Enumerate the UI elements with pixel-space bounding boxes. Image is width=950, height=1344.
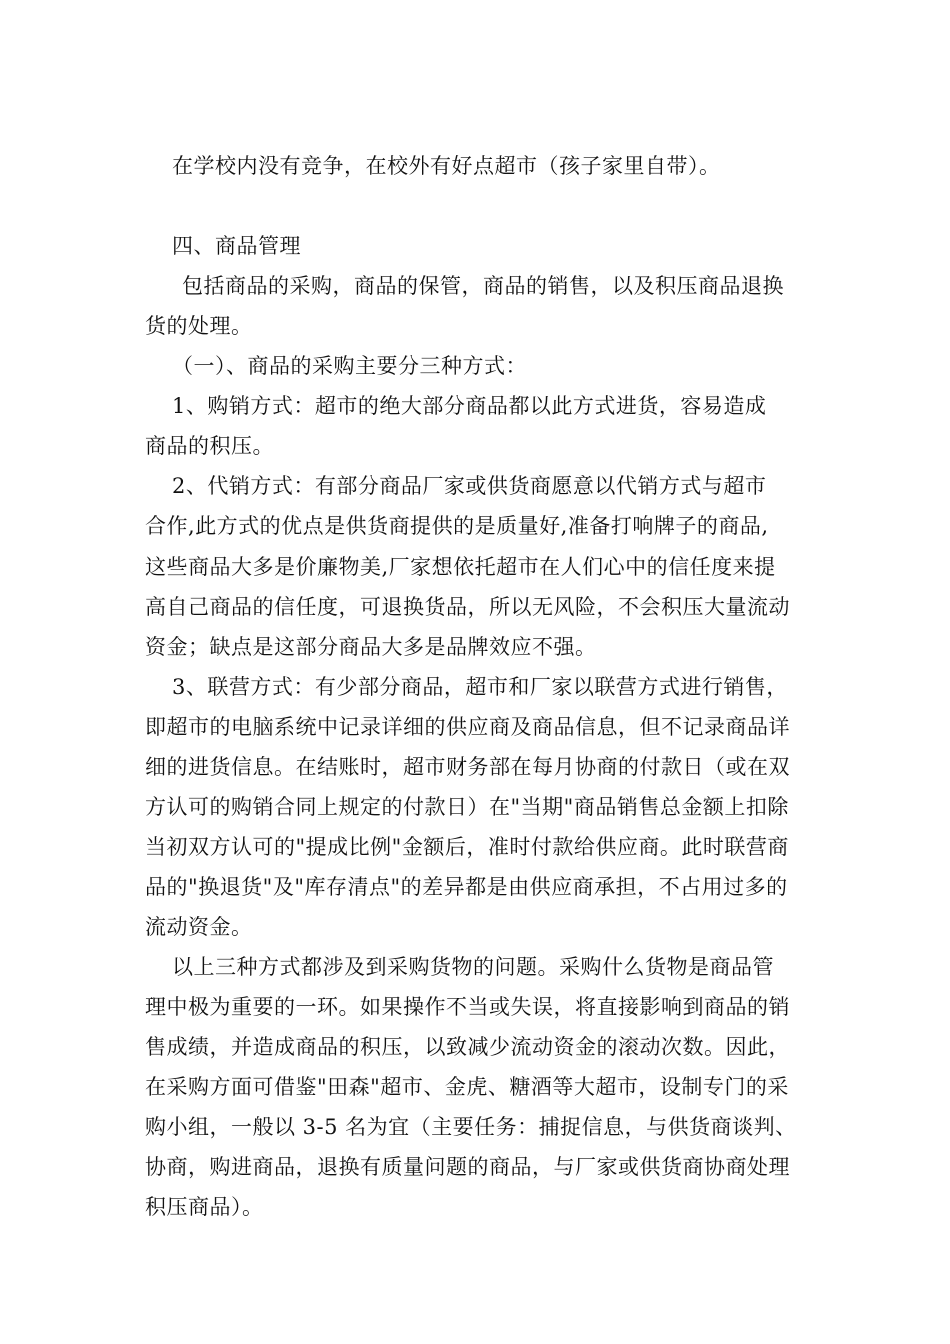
- text-line: 3、联营方式：有少部分商品，超市和厂家以联营方式进行销售，: [172, 675, 788, 699]
- text-line: 购小组，一般以 3-5 名为宜（主要任务：捕捉信息，与供货商谈判、: [145, 1115, 797, 1139]
- text-line: 即超市的电脑系统中记录详细的供应商及商品信息，但不记录商品详: [145, 715, 790, 739]
- text-line: 商品的积压。: [145, 434, 274, 458]
- text-line: 流动资金。: [145, 915, 253, 939]
- text-line: 货的处理。: [145, 314, 253, 338]
- section-heading: 四、商品管理: [172, 234, 301, 258]
- text-line: 资金；缺点是这部分商品大多是品牌效应不强。: [145, 635, 597, 659]
- text-line: 在学校内没有竞争，在校外有好点超市（孩子家里自带）。: [172, 154, 721, 178]
- text-line: 协商，购进商品，退换有质量问题的商品，与厂家或供货商协商处理: [145, 1155, 790, 1179]
- text-line: 包括商品的采购，商品的保管，商品的销售，以及积压商品退换: [182, 274, 784, 298]
- text-line: 在采购方面可借鉴"田森"超市、金虎、糖酒等大超市，设制专门的采: [145, 1075, 789, 1099]
- text-line: 当初双方认可的"提成比例"金额后，准时付款给供应商。此时联营商: [145, 835, 789, 859]
- text-line: 1、购销方式：超市的绝大部分商品都以此方式进货，容易造成: [172, 394, 767, 418]
- text-line: 以上三种方式都涉及到采购货物的问题。采购什么货物是商品管: [172, 955, 774, 979]
- text-line: 品的"换退货"及"库存清点"的差异都是由供应商承担，不占用过多的: [145, 875, 788, 899]
- text-line: 理中极为重要的一环。如果操作不当或失误，将直接影响到商品的销: [145, 995, 790, 1019]
- text-line: 方认可的购销合同上规定的付款日）在"当期"商品销售总金额上扣除: [145, 795, 789, 819]
- text-line: 合作,此方式的优点是供货商提供的是质量好,准备打响牌子的商品,: [145, 514, 769, 538]
- text-line: 2、代销方式：有部分商品厂家或供货商愿意以代销方式与超市: [172, 474, 767, 498]
- text-line: 积压商品）。: [145, 1195, 264, 1219]
- text-line: 这些商品大多是价廉物美,厂家想依托超市在人们心中的信任度来提: [145, 555, 776, 579]
- text-line: 售成绩，并造成商品的积压，以致减少流动资金的滚动次数。因此，: [145, 1035, 790, 1059]
- subsection-heading: （一）、商品的采购主要分三种方式：: [172, 354, 527, 378]
- text-line: 细的进货信息。在结账时，超市财务部在每月协商的付款日（或在双: [145, 755, 790, 779]
- text-line: 高自己商品的信任度，可退换货品，所以无风险，不会积压大量流动: [145, 595, 790, 619]
